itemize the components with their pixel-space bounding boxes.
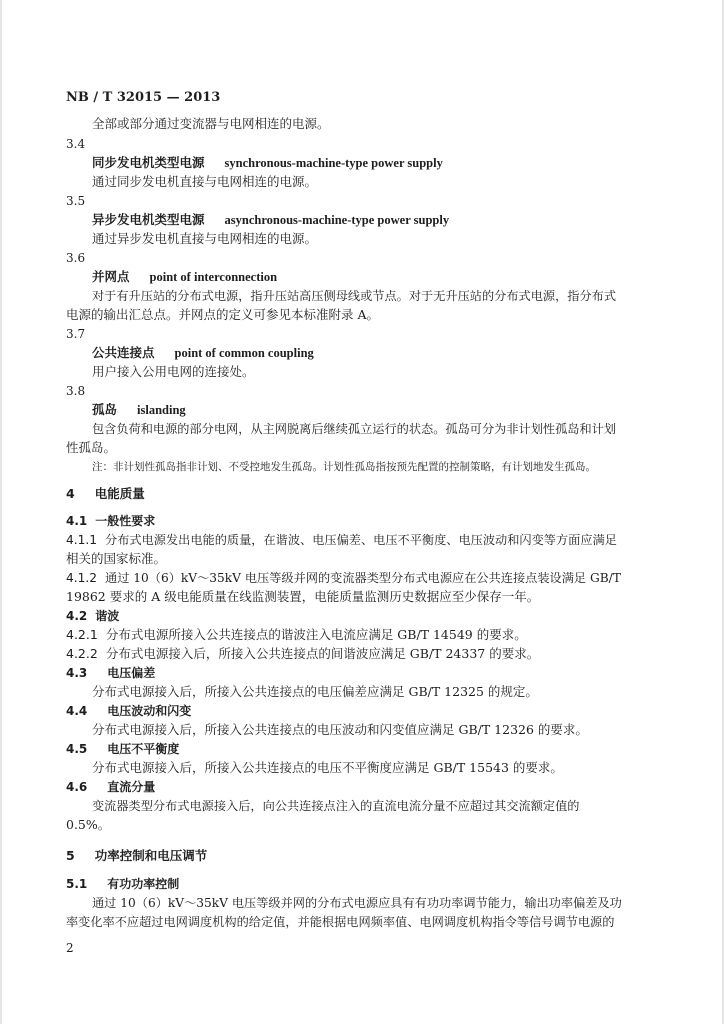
section-5-number: 5 [66, 848, 75, 863]
section-4-3-number: 4.3 [66, 666, 88, 680]
section-4-1-heading [66, 513, 155, 529]
section-5-1-title: 有功功率控制 [107, 877, 180, 891]
term-3-7-heading [92, 345, 314, 361]
section-4-6-number: 4.6 [66, 780, 88, 794]
term-3-4-heading [92, 155, 443, 171]
term-3-6-en: point of interconnection [149, 270, 278, 284]
section-4-5-text: 分布式电源接入后，所接入公共连接点的电压不平衡度应满足 GB/T 15543 的要求。 [92, 760, 563, 775]
section-4-6-heading [66, 779, 155, 795]
section-4-1-1-text: 分布式电源发出电能的质量，在谐波、电压偏差、电压不平衡度、电压波动和闪变等方面应满足 [105, 533, 617, 547]
section-5-1-line1: 通过 10（6）kV～35kV 电压等级并网的分布式电源应具有有功功率调节能力，输出功率偏差及功 [92, 896, 622, 910]
term-3-7-number: 3.7 [66, 327, 86, 341]
section-4-6-line2: 0.5%。 [66, 817, 111, 832]
term-3-8-note: 注：非计划性孤岛指非计划、不受控地发生孤岛。计划性孤岛指按预先配置的控制策略，有计划地发生孤岛。 [92, 461, 596, 473]
section-4-2-number: 4.2 [66, 609, 88, 623]
section-4-4-text: 分布式电源接入后，所接入公共连接点的电压波动和闪变值应满足 GB/T 12326 的要求。 [92, 722, 588, 737]
section-4-2-heading [66, 608, 119, 624]
section-4-4-title: 电压波动和闪变 [107, 704, 192, 718]
section-4-2-1 [66, 627, 527, 643]
section-4-1-2-line2: 19862 要求的 A 级电能质量在线监测装置，电能质量监测历史数据应至少保存一年。 [66, 589, 540, 604]
term-3-5-en: asynchronous-machine-type power supply [224, 213, 450, 227]
section-4-3-heading [66, 665, 155, 681]
section-4-5-title: 电压不平衡度 [107, 742, 180, 756]
term-3-6-heading [92, 269, 277, 285]
section-4-number: 4 [66, 486, 75, 501]
term-3-8-number: 3.8 [66, 384, 86, 398]
term-3-4-definition: 通过同步发电机直接与电网相连的电源。 [92, 174, 318, 189]
section-4-3-text: 分布式电源接入后，所接入公共连接点的电压偏差应满足 GB/T 12325 的规定。 [92, 684, 538, 699]
section-5-heading [66, 848, 207, 864]
section-4-5-heading [66, 741, 179, 757]
section-4-1-1-line1 [66, 532, 617, 548]
section-4-2-1-text: 分布式电源所接入公共连接点的谐波注入电流应满足 GB/T 14549 的要求。 [105, 627, 527, 642]
section-4-2-title: 谐波 [95, 609, 120, 623]
section-4-1-1-line2: 相关的国家标准。 [66, 551, 167, 566]
term-3-5-number: 3.5 [66, 194, 86, 208]
section-4-4-heading [66, 703, 191, 719]
section-5-1-number: 5.1 [66, 877, 88, 891]
section-4-1-1-number: 4.1.1 [66, 533, 98, 547]
section-4-6-title: 直流分量 [107, 780, 156, 794]
term-3-5-definition: 通过异步发电机直接与电网相连的电源。 [92, 231, 318, 246]
section-4-5-number: 4.5 [66, 742, 88, 756]
section-4-6-line1: 变流器类型分布式电源接入后，向公共连接点注入的直流电流分量不应超过其交流额定值的 [92, 799, 580, 813]
section-5-1-heading [66, 876, 179, 892]
section-4-2-2-text: 分布式电源接入后，所接入公共连接点的间谐波应满足 GB/T 24337 的要求。 [105, 646, 540, 661]
term-3-4-number: 3.4 [66, 137, 86, 151]
section-4-2-2-number: 4.2.2 [66, 646, 98, 661]
section-4-2-1-number: 4.2.1 [66, 627, 98, 642]
term-3-5-zh: 异步发电机类型电源 [92, 212, 205, 227]
section-4-1-2-number: 4.1.2 [66, 571, 98, 585]
scan-edge-left [0, 0, 2, 1024]
term-3-8-zh: 孤岛 [92, 402, 118, 417]
term-3-5-heading [92, 212, 449, 228]
section-4-1-2-line1 [66, 570, 621, 586]
term-3-7-definition: 用户接入公用电网的连接处。 [92, 364, 255, 379]
term-3-8-heading [92, 402, 186, 418]
section-4-2-2 [66, 646, 539, 662]
term-3-4-en: synchronous-machine-type power supply [224, 156, 443, 170]
term-continuation: 全部或部分通过变流器与电网相连的电源。 [92, 116, 330, 131]
section-4-1-number: 4.1 [66, 514, 88, 528]
section-4-4-number: 4.4 [66, 704, 88, 718]
section-5-1-line2: 率变化率不应超过电网调度机构的给定值，并能根据电网频率值、电网调度机构指令等信号调节电源的 [66, 915, 615, 929]
term-3-8-definition-line2: 性孤岛。 [66, 440, 117, 455]
term-3-8-definition-line1: 包含负荷和电源的部分电网，从主网脱离后继续孤立运行的状态。孤岛可分为非计划性孤岛和计划 [92, 422, 617, 436]
section-4-heading [66, 486, 145, 502]
section-4-3-title: 电压偏差 [107, 666, 156, 680]
standard-id: NB / T 32015 — 2013 [66, 90, 221, 105]
term-3-4-zh: 同步发电机类型电源 [92, 155, 205, 170]
section-5-title: 功率控制和电压调节 [94, 848, 208, 863]
section-4-title: 电能质量 [94, 486, 145, 501]
section-4-1-title: 一般性要求 [95, 514, 156, 528]
term-3-7-en: point of common coupling [174, 346, 314, 360]
term-3-7-zh: 公共连接点 [92, 345, 155, 360]
term-3-6-definition-line1: 对于有升压站的分布式电源，指升压站高压侧母线或节点。对于无升压站的分布式电源，指分布式 [92, 289, 617, 303]
term-3-6-number: 3.6 [66, 251, 86, 265]
section-4-1-2-text: 通过 10（6）kV～35kV 电压等级并网的变流器类型分布式电源应在公共连接点装设满足 GB/T [105, 571, 621, 585]
term-3-8-en: islanding [137, 403, 186, 417]
page-number: 2 [66, 941, 74, 955]
term-3-6-definition-line2: 电源的输出汇总点。并网点的定义可参见本标准附录 A。 [66, 307, 380, 322]
term-3-6-zh: 并网点 [92, 269, 130, 284]
